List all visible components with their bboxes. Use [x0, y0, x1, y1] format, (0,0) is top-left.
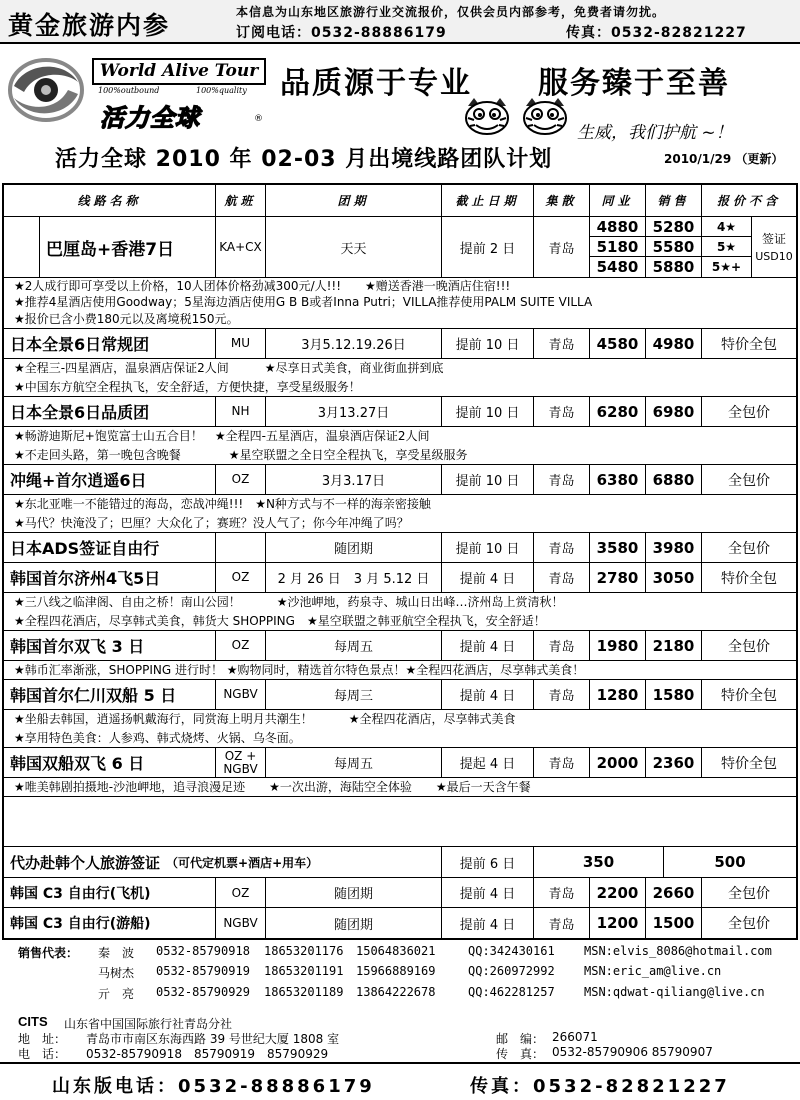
price-inclusion: 特价全包: [721, 687, 777, 704]
sales-label: 销售代表：: [18, 946, 79, 960]
tour-dates: 2 月 26 日 3 月 5.12 日: [266, 563, 442, 592]
price-inclusion: 特价全包: [721, 570, 777, 587]
route-name: 冲绳+首尔逍遥6日: [4, 465, 216, 494]
route-note: ★畅游迪斯尼+饱览富士山五合目！ ★全程四-五星酒店，温泉酒店保证2人间: [14, 429, 430, 443]
swirl-logo-icon: [6, 52, 86, 128]
logo-tagline-quality: 100%quality: [196, 86, 247, 95]
header-trade-price: 同业: [590, 185, 646, 216]
route-note: ★2人成行即可享受以上价格，10人团体价格劲减300元/人!!! ★赠送香港一晚酒店住宿!!!: [4, 277, 796, 294]
trade-price: 4880: [590, 217, 646, 237]
flight-code: OZ: [216, 563, 266, 592]
retail-price: 4980: [646, 329, 702, 358]
contact-name: 亓 亮: [98, 987, 135, 1001]
brand-logo-chinese: 活力全球: [100, 104, 200, 132]
company-postcode: 266071: [552, 1030, 598, 1044]
departure-city: 青岛: [534, 680, 590, 709]
route-note: ★中国东方航空全程执飞，安全舒适，方便快捷，享受星级服务！: [4, 378, 796, 397]
contact-mobile: 15064836021: [356, 944, 436, 958]
route-note: ★东北亚唯一不能错过的海岛，恋战冲绳!!! ★N种方式与不一样的海亲密接触: [14, 497, 431, 511]
flight-code: KA+CX: [216, 217, 266, 277]
table-row: [4, 533, 796, 563]
contact-mobile: 18653201189: [264, 985, 344, 999]
route-note: ★唯美韩剧拍摄地-沙池岬地，追寻浪漫足迹 ★一次出游，海陆空全体验 ★最后一天含午餐: [4, 778, 796, 797]
route-note: ★三八线之临津阁、自由之桥！南山公园！ ★沙池岬地，药泉寺、城山日出峰…济州岛上赏清秋！: [14, 595, 564, 609]
tour-dates: 3月3.17日: [266, 465, 442, 494]
booking-deadline: 提前 10 日: [442, 329, 534, 358]
trade-price: 2200: [590, 878, 646, 907]
logo-tagline-outbound: 100%outbound: [98, 86, 160, 95]
departure-city: 青岛: [534, 631, 590, 660]
retail-price: 3050: [646, 563, 702, 592]
retail-price: 3980: [646, 533, 702, 562]
header-route: 线路名称: [4, 185, 216, 216]
table-row: [4, 846, 796, 878]
departure-city: 青岛: [534, 397, 590, 426]
booking-deadline: 提起 4 日: [442, 748, 534, 777]
departure-city: 青岛: [534, 533, 590, 562]
trade-price: 1980: [590, 631, 646, 660]
retail-price: 5580: [646, 237, 702, 257]
header-retail-price: 销售: [646, 185, 702, 216]
footer-phone: 山东版电话：0532-88886179: [52, 1076, 375, 1097]
fax-label: 传 真：: [496, 1047, 545, 1061]
flight-code: OZ: [216, 465, 266, 494]
company-name: 山东省中国国际旅行社青岛分社: [64, 1017, 233, 1031]
contact-phone: 0532-85790929: [156, 985, 250, 999]
price-inclusion: 全包价: [728, 638, 770, 655]
table-row: [4, 563, 796, 593]
contact-msn[interactable]: MSN:elvis_8086@hotmail.com: [584, 944, 772, 958]
header-depart: 集散: [534, 185, 590, 216]
route-name: 日本全景6日品质团: [4, 397, 216, 426]
table-row: [4, 680, 796, 710]
tour-dates: 每周五: [266, 748, 442, 777]
retail-price: 500: [714, 853, 746, 871]
trade-price: 6280: [590, 397, 646, 426]
booking-deadline: 提前 4 日: [442, 680, 534, 709]
booking-deadline: 提前 2 日: [442, 217, 534, 277]
route-note: ★享用特色美食：人参鸡、韩式烧烤、火锅、乌冬面。: [4, 729, 796, 748]
table-row: [4, 908, 796, 938]
route-note: ★韩币汇率渐涨，SHOPPING 进行时！ ★购物同时，精选首尔特色景点！★全程四花酒店，尽享韩式美食！: [4, 661, 796, 680]
route-name: 日本ADS签证自由行: [4, 533, 216, 562]
price-inclusion: 全包价: [728, 885, 770, 902]
update-date: 2010/1/29 （更新）: [664, 152, 784, 166]
price-inclusion: 特价全包: [721, 755, 777, 772]
tour-dates: 随团期: [266, 533, 442, 562]
hotel-star-level: 5★+: [702, 257, 752, 277]
price-inclusion: 全包价: [728, 540, 770, 557]
contact-mobile: 15966889169: [356, 964, 436, 978]
booking-deadline: 提前 4 日: [442, 631, 534, 660]
contact-qq: QQ:462281257: [468, 985, 555, 999]
booking-deadline: 提前 10 日: [442, 465, 534, 494]
departure-city: 青岛: [534, 563, 590, 592]
subscription-fax: 传真：0532-82821227: [566, 25, 747, 41]
contact-msn[interactable]: MSN:qdwat-qiliang@live.cn: [584, 985, 765, 999]
flight-code: NGBV: [216, 680, 266, 709]
header-deadline: 截止日期: [442, 185, 534, 216]
booking-deadline: 提前 4 日: [442, 908, 534, 938]
footer-fax: 传真：0532-82821227: [470, 1076, 730, 1097]
contact-mobile: 18653201176: [264, 944, 344, 958]
table-row: [4, 878, 796, 908]
hotel-star-level: 4★: [702, 217, 752, 237]
price-inclusion: 特价全包: [721, 336, 777, 353]
flight-code: NH: [216, 397, 266, 426]
flight-code: OZ: [216, 631, 266, 660]
retail-price: 6880: [646, 465, 702, 494]
trade-price: 5480: [590, 257, 646, 277]
phone-label: 电 话：: [18, 1047, 67, 1061]
table-row: [4, 217, 796, 277]
contact-qq: QQ:342430161: [468, 944, 555, 958]
trade-price: 1200: [590, 908, 646, 938]
flight-code: MU: [216, 329, 266, 358]
booking-deadline: 提前 10 日: [442, 533, 534, 562]
tiger-mascot-icon: [462, 96, 512, 138]
footer-divider: [0, 1062, 800, 1064]
tour-dates: 随团期: [266, 878, 442, 907]
tour-dates: 每周五: [266, 631, 442, 660]
departure-city: 青岛: [534, 908, 590, 938]
header-exclusions: 报价不含: [716, 194, 781, 208]
trade-price: 3580: [590, 533, 646, 562]
route-name: 韩国 C3 自由行(飞机): [4, 878, 216, 907]
retail-price: 1500: [646, 908, 702, 938]
retail-price: 6980: [646, 397, 702, 426]
table-row: [4, 397, 796, 427]
route-name: 日本全景6日常规团: [4, 329, 216, 358]
tour-schedule-table: [2, 183, 798, 940]
flight-code: OZ + NGBV: [216, 748, 266, 777]
departure-city: 青岛: [534, 329, 590, 358]
tour-dates: 每周三: [266, 680, 442, 709]
route-note: ★报价已含小费180元以及离境税150元。: [4, 311, 796, 329]
address-label: 地 址：: [18, 1032, 67, 1046]
retail-price: 1580: [646, 680, 702, 709]
company-address: 青岛市市南区东海西路 39 号世纪大厦 1808 室: [86, 1032, 340, 1046]
contact-mobile: 13864222678: [356, 985, 436, 999]
price-inclusion: 全包价: [728, 916, 770, 932]
retail-price: 2360: [646, 748, 702, 777]
route-name: 韩国双船双飞 6 日: [4, 748, 216, 777]
row-indent: [4, 217, 40, 277]
departure-city: 青岛: [534, 878, 590, 907]
retail-price: 2180: [646, 631, 702, 660]
route-name: 韩国 C3 自由行(游船): [4, 908, 216, 938]
tour-dates: 随团期: [266, 908, 442, 938]
flight-code: [216, 533, 266, 562]
route-note: ★坐船去韩国，逍遥扬帆戴海行，同赏海上明月共潮生！ ★全程四花酒店，尽享韩式美食: [14, 712, 516, 726]
flight-code: OZ: [216, 878, 266, 907]
departure-city: 青岛: [534, 465, 590, 494]
booking-deadline: 提前 10 日: [442, 397, 534, 426]
top-banner: [0, 0, 800, 44]
departure-city: 青岛: [534, 748, 590, 777]
table-row: [4, 329, 796, 359]
contact-phone: 0532-85790918: [156, 944, 250, 958]
hotel-star-level: 5★: [702, 237, 752, 257]
route-note: ★全程四花酒店，尽享韩式美食，韩货大 SHOPPING ★星空联盟之韩亚航空全程执飞，安全舒适！: [4, 612, 796, 631]
header-dates: 团期: [266, 185, 442, 216]
contact-phone: 0532-85790919: [156, 964, 250, 978]
route-name: 代办赴韩个人旅游签证: [10, 853, 161, 872]
booking-deadline: 提前 6 日: [442, 847, 534, 877]
retail-price: 5280: [646, 217, 702, 237]
visa-service: [4, 847, 442, 877]
header-flight: 航班: [216, 185, 266, 216]
trade-price: 4580: [590, 329, 646, 358]
contact-msn[interactable]: MSN:eric_am@live.cn: [584, 964, 722, 978]
postcode-label: 邮 编：: [496, 1032, 545, 1046]
trade-price: 6380: [590, 465, 646, 494]
tour-dates: 天天: [266, 217, 442, 277]
price-inclusion: 全包价: [728, 404, 770, 421]
slogan-quality: 品质源于专业: [280, 66, 472, 101]
contact-name: 秦 波: [98, 946, 135, 960]
member-notice: 本信息为山东地区旅游行业交流报价，仅供会员内部参考，免费者请勿扰。: [236, 5, 666, 19]
route-note: ★不走回头路，第一晚包含晚餐 ★星空联盟之全日空全程执飞，享受星级服务: [4, 446, 796, 465]
route-name: 韩国首尔双飞 3 日: [4, 631, 216, 660]
table-row: [4, 631, 796, 661]
table-header-row: [4, 185, 796, 217]
company-phone: 0532-85790918 85790919 85790929: [86, 1047, 329, 1061]
tour-dates: 3月5.12.19.26日: [266, 329, 442, 358]
trade-price: 2000: [590, 748, 646, 777]
brand-logo-english: World Alive Tour: [92, 58, 266, 85]
route-name: 巴厘岛+香港7日: [40, 217, 216, 277]
booking-deadline: 提前 4 日: [442, 878, 534, 907]
departure-city: 青岛: [534, 217, 590, 277]
retail-price: 5880: [646, 257, 702, 277]
price-inclusion: 全包价: [728, 472, 770, 489]
table-row: [4, 748, 796, 778]
booking-deadline: 提前 4 日: [442, 563, 534, 592]
cits-logo: CITS: [18, 1014, 48, 1029]
retail-price: 2660: [646, 878, 702, 907]
route-note: ★全程三-四星酒店，温泉酒店保证2人间 ★尽享日式美食，商业街血拼到底: [14, 361, 444, 375]
contact-name: 马树杰: [98, 966, 135, 980]
route-name: 韩国首尔济州4飞5日: [4, 563, 216, 592]
table-row: [4, 465, 796, 495]
flight-code: NGBV: [216, 908, 266, 938]
subscription-phone: 订阅电话：0532-88886179: [236, 25, 447, 41]
visa-extra: （可代定机票+酒店+用车）: [166, 855, 319, 870]
excluded-fee: USD10: [755, 249, 793, 263]
trade-price: 350: [534, 847, 664, 877]
route-name: 韩国首尔仁川双船 5 日: [4, 680, 216, 709]
contact-qq: QQ:260972992: [468, 964, 555, 978]
tour-dates: 3月13.27日: [266, 397, 442, 426]
contact-mobile: 18653201191: [264, 964, 344, 978]
trade-price: 2780: [590, 563, 646, 592]
company-fax: 0532-85790906 85790907: [552, 1045, 713, 1059]
route-note: ★马代？快淹没了；巴厘？大众化了；赛班？没人气了；你今年冲绳了吗？: [4, 514, 796, 533]
mascot-slogan: 生威，我们护航 ~！: [577, 123, 733, 143]
tiger-mascot-icon: [520, 96, 570, 138]
trade-price: 5180: [590, 237, 646, 257]
excluded-visa: 签证: [761, 231, 786, 246]
trade-price: 1280: [590, 680, 646, 709]
registered-mark: ®: [254, 114, 263, 124]
publication-title: 黄金旅游内参: [8, 11, 171, 40]
slogan-service: 服务臻于至善: [538, 66, 730, 101]
plan-title: 活力全球 2010 年 02-03 月出境线路团队计划: [55, 147, 553, 172]
route-note: ★推荐4星酒店使用Goodway；5星海边酒店使用G B B或者Inna Putri；VILLA推荐使用PALM SUITE VILLA: [14, 295, 593, 309]
